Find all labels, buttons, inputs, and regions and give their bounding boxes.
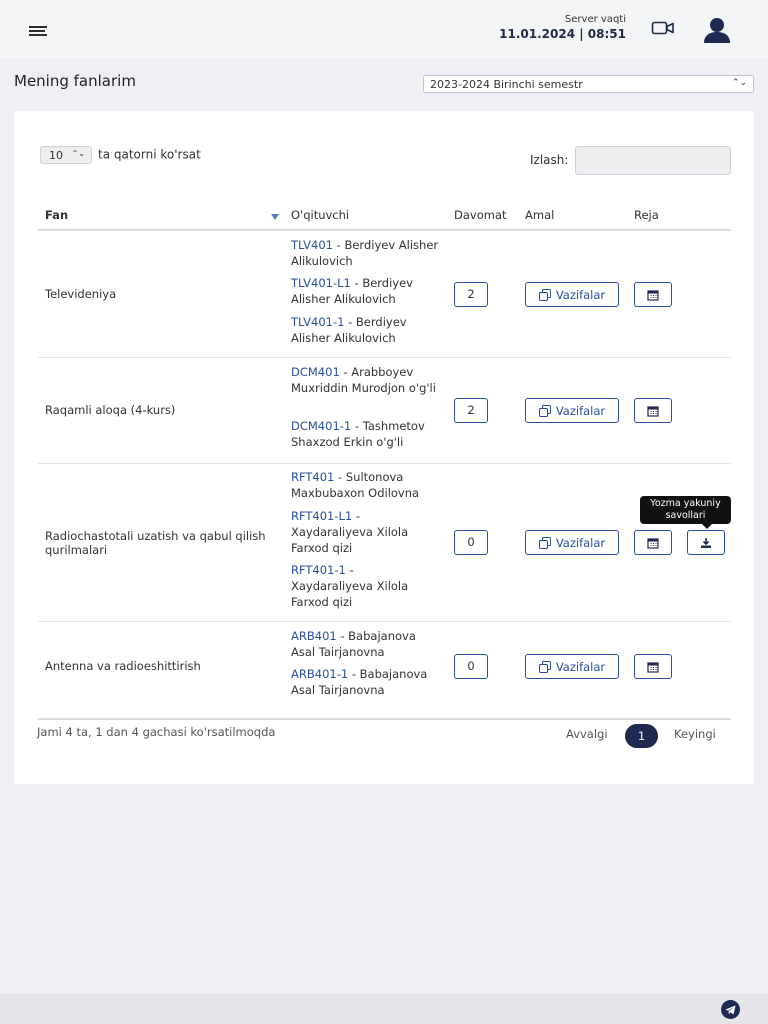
- subjects-card: [14, 111, 754, 784]
- tasks-button[interactable]: [525, 654, 619, 679]
- page-length-control: [40, 146, 201, 164]
- row-divider: [38, 621, 731, 622]
- group-code[interactable]: ARB401-1: [291, 667, 349, 681]
- column-header-teacher[interactable]: O'qituvchi: [291, 208, 350, 222]
- tasks-button-label: Vazifalar: [555, 659, 606, 674]
- subject-name: Radiochastotali uzatish va qabul qilish qurilmalari: [45, 529, 266, 557]
- attendance-button[interactable]: 0: [454, 654, 488, 679]
- video-camera-icon[interactable]: [651, 20, 675, 36]
- teacher-entry: [291, 628, 441, 660]
- attendance-button[interactable]: 2: [454, 282, 488, 307]
- menu-icon[interactable]: [29, 26, 47, 38]
- teacher-entry: [291, 418, 441, 450]
- table-info: Jami 4 ta, 1 dan 4 gachasi ko'rsatilmoqda: [37, 725, 276, 739]
- group-code[interactable]: ARB401: [291, 629, 337, 643]
- search-input[interactable]: [575, 146, 731, 175]
- user-icon[interactable]: [702, 16, 732, 44]
- telegram-icon[interactable]: [721, 1000, 740, 1019]
- tasks-button-label: Vazifalar: [555, 287, 606, 302]
- group-code[interactable]: RFT401: [291, 470, 335, 484]
- calendar-icon: [647, 537, 659, 549]
- group-code[interactable]: TLV401: [291, 238, 333, 252]
- server-time-block: [499, 14, 626, 41]
- column-header-fan[interactable]: Fan: [45, 208, 69, 222]
- teacher-name: - Berdiyev Alisher Alikulovich: [291, 238, 439, 268]
- column-header-attendance[interactable]: Davomat: [454, 208, 507, 222]
- pagination-prev[interactable]: Avvalgi: [566, 727, 608, 741]
- calendar-icon: [647, 405, 659, 417]
- teacher-name: - Tashmetov Shaxzod Erkin o'g'li: [291, 419, 425, 449]
- semester-select-value: 2023-2024 Birinchi semestr: [430, 78, 583, 91]
- group-code[interactable]: DCM401: [291, 365, 340, 379]
- attendance-button[interactable]: 0: [454, 530, 488, 555]
- server-time-label: Server vaqti: [564, 14, 626, 25]
- subject-name: Televideniya: [45, 287, 117, 301]
- tasks-button[interactable]: [525, 530, 619, 555]
- tooltip: Yozma yakuniy savollari: [640, 496, 731, 524]
- row-divider: [38, 463, 731, 464]
- top-bar: [0, 0, 768, 58]
- calendar-icon: [647, 289, 659, 301]
- teacher-entry: [291, 469, 441, 501]
- teacher-name: - Xaydaraliyeva Xilola Farxod qizi: [291, 563, 409, 609]
- tasks-button-label: Vazifalar: [555, 535, 606, 550]
- teacher-name: - Berdiyev Alisher Alikulovich: [291, 315, 407, 345]
- teacher-entry: [291, 666, 441, 698]
- page-title: Mening fanlarim: [14, 72, 136, 90]
- page-length-value: 10: [49, 149, 63, 162]
- table-bottom-divider: [38, 718, 731, 720]
- teacher-entry: [291, 562, 421, 610]
- semester-select[interactable]: [423, 75, 754, 93]
- teacher-name: - Xaydaraliyeva Xilola Farxod qizi: [291, 509, 409, 555]
- teacher-entry: [291, 275, 441, 307]
- group-code[interactable]: TLV401-L1: [291, 276, 351, 290]
- column-header-plan[interactable]: Reja: [634, 208, 659, 222]
- search-label: Izlash:: [530, 153, 569, 167]
- tasks-button[interactable]: [525, 398, 619, 423]
- row-divider: [38, 357, 731, 358]
- download-icon: [700, 537, 712, 549]
- teacher-name: - Berdiyev Alisher Alikulovich: [291, 276, 413, 306]
- select-caret-icon: ⌃⌄: [71, 149, 85, 158]
- plan-button[interactable]: [634, 530, 672, 555]
- plan-button[interactable]: [634, 398, 672, 423]
- table-header-divider: [38, 229, 731, 231]
- teacher-entry: [291, 508, 421, 556]
- tasks-button-label: Vazifalar: [555, 403, 606, 418]
- copy-icon: [539, 537, 552, 549]
- teacher-name: - Sultonova Maxbubaxon Odilovna: [291, 470, 420, 500]
- attendance-button[interactable]: 2: [454, 398, 488, 423]
- copy-icon: [539, 405, 552, 417]
- plan-button[interactable]: [634, 654, 672, 679]
- page-length-label: ta qatorni ko'rsat: [98, 147, 201, 162]
- sort-desc-icon[interactable]: [271, 214, 279, 220]
- calendar-icon: [647, 661, 659, 673]
- pagination-page-1[interactable]: 1: [625, 724, 658, 748]
- group-code[interactable]: DCM401-1: [291, 419, 352, 433]
- teacher-name: - Babajanova Asal Tairjanovna: [291, 629, 416, 659]
- teacher-entry: [291, 237, 441, 269]
- download-exam-questions-button[interactable]: [687, 530, 725, 555]
- copy-icon: [539, 289, 552, 301]
- subject-name: Antenna va radioeshittirish: [45, 659, 201, 673]
- column-header-action[interactable]: Amal: [525, 208, 555, 222]
- plan-button[interactable]: [634, 282, 672, 307]
- page-length-select[interactable]: [40, 146, 92, 164]
- select-caret-icon: ⌃⌄: [731, 78, 747, 88]
- subject-name: Raqamli aloqa (4-kurs): [45, 403, 176, 417]
- teacher-name: - Arabboyev Muxriddin Murodjon o'g'li: [291, 365, 436, 395]
- teacher-entry: [291, 314, 441, 346]
- group-code[interactable]: RFT401-L1: [291, 509, 353, 523]
- pagination-next[interactable]: Keyingi: [674, 727, 716, 741]
- group-code[interactable]: TLV401-1: [291, 315, 345, 329]
- teacher-name: - Babajanova Asal Tairjanovna: [291, 667, 428, 697]
- teacher-entry: [291, 364, 441, 396]
- copy-icon: [539, 661, 552, 673]
- group-code[interactable]: RFT401-1: [291, 563, 346, 577]
- footer-bar: [0, 994, 768, 1024]
- tasks-button[interactable]: [525, 282, 619, 307]
- server-time-value: 11.01.2024 | 08:51: [499, 27, 626, 41]
